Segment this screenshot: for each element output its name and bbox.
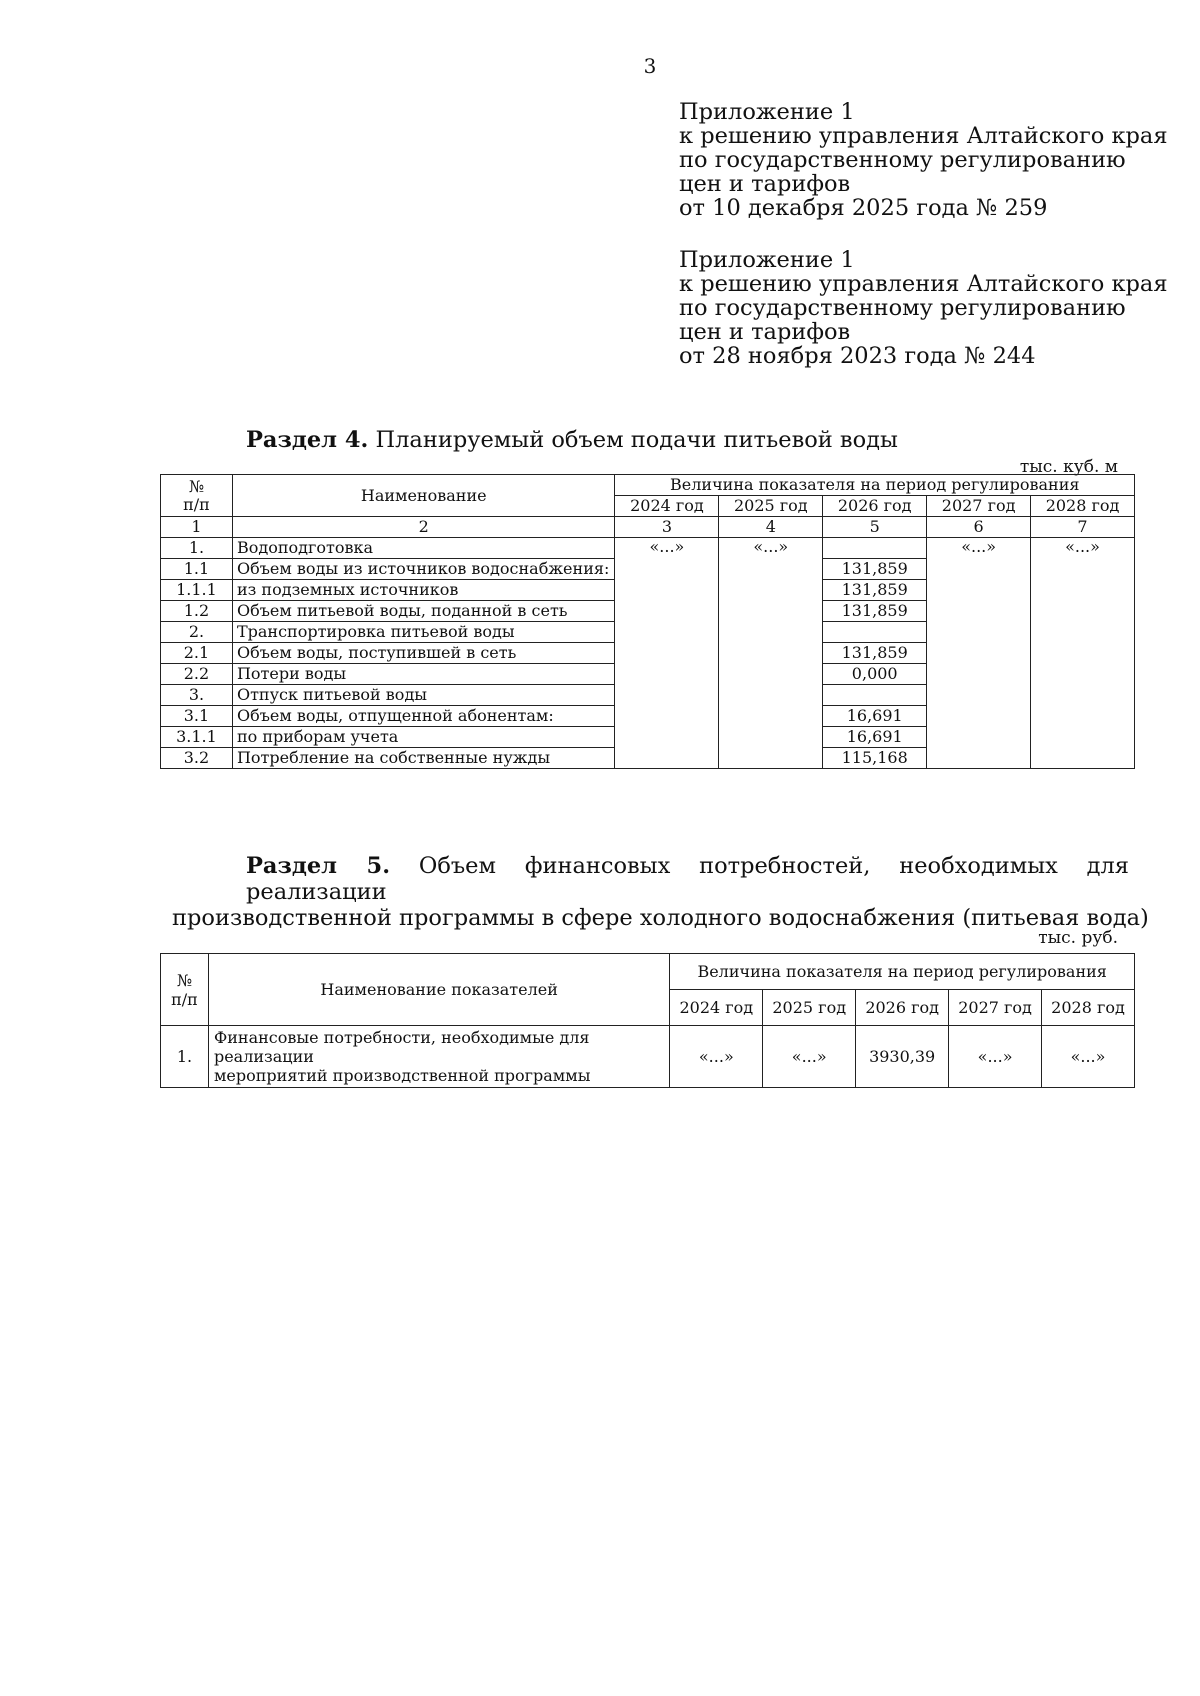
appendix-line: от 10 декабря 2025 года № 259 <box>679 195 1048 221</box>
header-year: 2024 год <box>615 496 719 517</box>
row-num: 3. <box>161 685 233 706</box>
row-num: 1. <box>161 538 233 559</box>
appendix-line: по государственному регулированию <box>679 147 1126 173</box>
section5-title-line2: производственной программы в сфере холодного водоснабжения (питьевая вода) <box>172 905 1149 931</box>
value-2026 <box>823 538 927 559</box>
appendix-line: цен и тарифов <box>679 171 851 197</box>
header-year: 2025 год <box>763 990 856 1026</box>
row-value: 3930,39 <box>856 1026 949 1088</box>
appendix-header-old <box>679 248 1168 368</box>
column-number: 4 <box>719 517 823 538</box>
section4-title <box>246 427 898 453</box>
section4-title-bold: Раздел 4. <box>246 427 369 453</box>
value-2027-merged: «...» <box>927 538 1031 769</box>
appendix-line: к решению управления Алтайского края <box>679 271 1168 297</box>
column-number: 6 <box>927 517 1031 538</box>
section5-title <box>172 853 1149 931</box>
table-row <box>161 1026 1135 1088</box>
row-name: Отпуск питьевой воды <box>232 685 615 706</box>
header-year: 2026 год <box>856 990 949 1026</box>
header-name: Наименование <box>232 475 615 517</box>
column-number: 1 <box>161 517 233 538</box>
row-name: по приборам учета <box>232 727 615 748</box>
column-number: 7 <box>1031 517 1135 538</box>
header-period: Величина показателя на период регулирования <box>615 475 1135 496</box>
appendix-line: Приложение 1 <box>679 247 855 273</box>
row-num: 1.1 <box>161 559 233 580</box>
row-name: Объем воды из источников водоснабжения: <box>232 559 615 580</box>
header-year: 2027 год <box>949 990 1042 1026</box>
row-name: Транспортировка питьевой воды <box>232 622 615 643</box>
value-2026: 115,168 <box>823 748 927 769</box>
row-value: «...» <box>763 1026 856 1088</box>
column-number: 3 <box>615 517 719 538</box>
value-2026: 131,859 <box>823 580 927 601</box>
value-2026: 0,000 <box>823 664 927 685</box>
row-value: «...» <box>1042 1026 1135 1088</box>
section5-title-text: Объем финансовых потребностей, необходимых для реализации <box>246 853 1129 905</box>
section4-title-text: Планируемый объем подачи питьевой воды <box>368 427 898 453</box>
row-name: Объем воды, поступившей в сеть <box>232 643 615 664</box>
row-num: 2. <box>161 622 233 643</box>
water-supply-table <box>160 474 1135 769</box>
row-num: 2.1 <box>161 643 233 664</box>
value-2026: 131,859 <box>823 643 927 664</box>
row-value: «...» <box>949 1026 1042 1088</box>
appendix-line: по государственному регулированию <box>679 295 1126 321</box>
header-name: Наименование показателей <box>208 954 669 1026</box>
row-num: 1.2 <box>161 601 233 622</box>
header-year: 2026 год <box>823 496 927 517</box>
value-2026 <box>823 622 927 643</box>
appendix-line: цен и тарифов <box>679 319 851 345</box>
value-2024-merged: «...» <box>615 538 719 769</box>
appendix-line: от 28 ноября 2023 года № 244 <box>679 343 1036 369</box>
row-num: 3.2 <box>161 748 233 769</box>
header-year: 2027 год <box>927 496 1031 517</box>
header-year: 2028 год <box>1031 496 1135 517</box>
value-2026: 16,691 <box>823 706 927 727</box>
header-year: 2024 год <box>670 990 763 1026</box>
row-num: 1. <box>161 1026 209 1088</box>
financial-needs-table <box>160 953 1135 1088</box>
row-num: 1.1.1 <box>161 580 233 601</box>
row-name: Объем питьевой воды, поданной в сеть <box>232 601 615 622</box>
value-2026: 131,859 <box>823 559 927 580</box>
header-num: № п/п <box>161 475 233 517</box>
row-name: Объем воды, отпущенной абонентам: <box>232 706 615 727</box>
header-period: Величина показателя на период регулирования <box>670 954 1135 990</box>
row-num: 3.1.1 <box>161 727 233 748</box>
row-name: Финансовые потребности, необходимые для реализации мероприятий производственной программы <box>208 1026 669 1088</box>
row-value: «...» <box>670 1026 763 1088</box>
column-number: 5 <box>823 517 927 538</box>
table-row <box>161 538 1135 559</box>
row-num: 2.2 <box>161 664 233 685</box>
header-year: 2025 год <box>719 496 823 517</box>
row-name: Потери воды <box>232 664 615 685</box>
value-2026: 131,859 <box>823 601 927 622</box>
value-2028-merged: «...» <box>1031 538 1135 769</box>
header-year: 2028 год <box>1042 990 1135 1026</box>
row-name: Водоподготовка <box>232 538 615 559</box>
appendix-line: к решению управления Алтайского края <box>679 123 1168 149</box>
appendix-line: Приложение 1 <box>679 99 855 125</box>
row-name: Потребление на собственные нужды <box>232 748 615 769</box>
value-2026 <box>823 685 927 706</box>
column-number: 2 <box>232 517 615 538</box>
section4-unit: тыс. куб. м <box>1019 457 1118 477</box>
section5-unit: тыс. руб. <box>1038 928 1118 948</box>
value-2026: 16,691 <box>823 727 927 748</box>
row-num: 3.1 <box>161 706 233 727</box>
header-num: № п/п <box>161 954 209 1026</box>
section5-title-bold: Раздел 5. <box>246 853 391 879</box>
value-2025-merged: «...» <box>719 538 823 769</box>
appendix-header-new <box>679 100 1168 220</box>
page-number: 3 <box>643 54 657 78</box>
row-name: из подземных источников <box>232 580 615 601</box>
